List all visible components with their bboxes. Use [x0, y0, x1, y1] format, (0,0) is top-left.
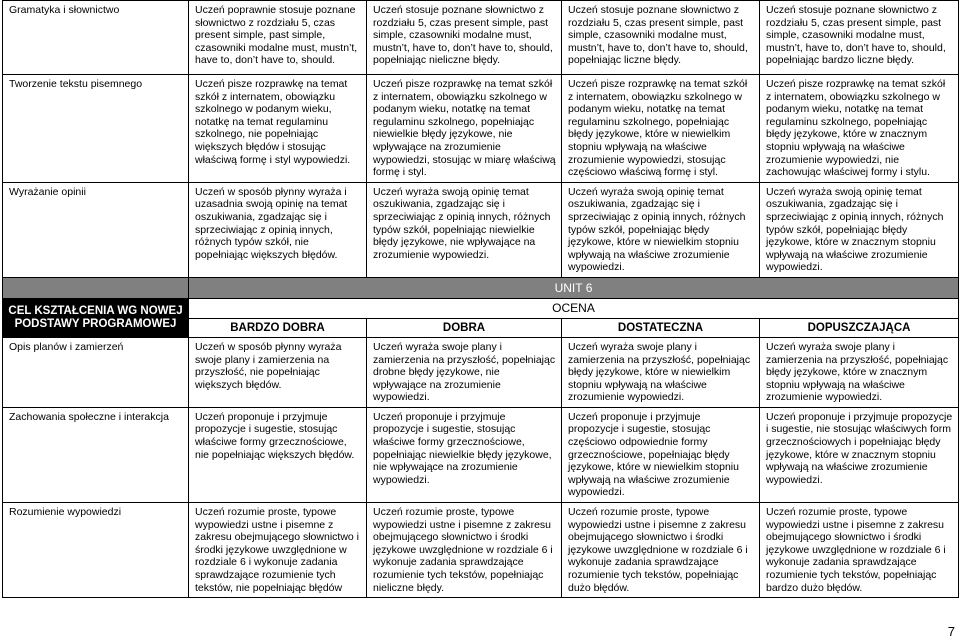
criteria-cell: Uczeń rozumie proste, typowe wypowiedzi ustne i pisemne z zakresu obejmującego słownictwo i środki językowe uwzględnione w rozdziale 6 i wykonuje zadania sprawdzające rozumienie tych tekstów, nie popełniając błędów	[189, 503, 367, 598]
criteria-cell: Uczeń wyraża swoją opinię temat oszukiwania, zgadzając się i sprzeciwiając z opinią innych, różnych typów szkół, popełniając niewielkie błędy językowe, nie wpływające na zrozumienie wypowiedzi.	[367, 182, 562, 277]
table-row	[3, 75, 959, 183]
criteria-cell: Uczeń w sposób płynny wyraża i uzasadnia swoją opinię na temat oszukiwania, zgadzając się i sprzeciwiając z opinią innych, różnych typów szkół, nie popełniając większych błędów.	[189, 182, 367, 277]
grade-header-bardzo-dobra: BARDZO DOBRA	[189, 318, 367, 337]
criteria-cell: Uczeń stosuje poznane słownictwo z rozdziału 5, czas present simple, past simple, czasowniki modalne must, mustn’t, have to, don’t have to, should, popełniając liczne błędy.	[562, 1, 760, 75]
page-number: 7	[947, 624, 955, 639]
criteria-cell: Uczeń rozumie proste, typowe wypowiedzi ustne i pisemne z zakresu obejmującego słownictwo i środki językowe uwzględnione w rozdziale 6 i wykonuje zadania sprawdzające rozumienie tych tekstów, popełniając nieliczne błędy.	[367, 503, 562, 598]
criteria-cell: Uczeń wyraża swoją opinię temat oszukiwania, zgadzając się i sprzeciwiając z opinią innych, różnych typów szkół, popełniając błędy językowe, które w znacznym stopniu wpływają na właściwe zrozumienie wypowiedzi.	[760, 182, 959, 277]
criteria-cell: Uczeń pisze rozprawkę na temat szkół z internatem, obowiązku szkolnego w podanym wieku, notatkę na temat regulaminu szkolnego, nie popełniając większych błędów i stosując właściwą formę i styl wypowiedzi.	[189, 75, 367, 183]
criteria-cell: Uczeń stosuje poznane słownictwo z rozdziału 5, czas present simple, past simple, czasowniki modalne must, mustn’t, have to, don’t have to, should, popełniając nieliczne błędy.	[367, 1, 562, 75]
category-cell: Tworzenie tekstu pisemnego	[3, 75, 189, 183]
criteria-cell: Uczeń wyraża swoje plany i zamierzenia na przyszłość, popełniając błędy językowe, które w znacznym stopniu wpływają na właściwe zrozumienie wypowiedzi.	[760, 337, 959, 407]
criteria-cell: Uczeń wyraża swoją opinię temat oszukiwania, zgadzając się i sprzeciwiając z opinią innych, różnych typów szkół, popełniając błędy językowe, które w niewielkim stopniu wpływają na właściwe zrozumienie wypowiedzi.	[562, 182, 760, 277]
grade-header-dostateczna: DOSTATECZNA	[562, 318, 760, 337]
category-cell: Rozumienie wypowiedzi	[3, 503, 189, 598]
criteria-cell: Uczeń pisze rozprawkę na temat szkół z internatem, obowiązku szkolnego w podanym wieku, notatkę na temat regulaminu szkolnego, popełniając błędy językowe, które w znacznym stopniu wpływają na właściwe zrozumienie wypowiedzi, nie zachowując właściwej formy i stylu.	[760, 75, 959, 183]
goal-label: CEL KSZTAŁCENIA WG NOWEJ PODSTAWY PROGRAMOWEJ	[3, 298, 189, 337]
criteria-cell: Uczeń w sposób płynny wyraża swoje plany i zamierzenia na przyszłość, nie popełniając większych błędów.	[189, 337, 367, 407]
criteria-cell: Uczeń rozumie proste, typowe wypowiedzi ustne i pisemne z zakresu obejmującego słownictwo i środki językowe uwzględnione w rozdziale 6 i wykonuje zadania sprawdzające rozumienie tych tekstów, popełniając bardzo dużo błędów.	[760, 503, 959, 598]
criteria-cell: Uczeń wyraża swoje plany i zamierzenia na przyszłość, popełniając drobne błędy językowe, nie wpływające na zrozumienie wypowiedzi.	[367, 337, 562, 407]
criteria-cell: Uczeń proponuje i przyjmuje propozycje i sugestie, stosując częściowo odpowiednie formy grzecznościowe, popełniając błędy językowe, które w niewielkim stopniu wpływają na właściwe zrozumienie wypowiedzi.	[562, 407, 760, 502]
header-row-1	[3, 298, 959, 318]
grading-table	[2, 0, 959, 598]
criteria-cell: Uczeń proponuje i przyjmuje propozycje i sugestie, stosując właściwe formy grzecznościowe, nie popełniając większych błędów.	[189, 407, 367, 502]
table-row	[3, 337, 959, 407]
table-row	[3, 1, 959, 75]
category-cell: Wyrażanie opinii	[3, 182, 189, 277]
table-row	[3, 182, 959, 277]
category-cell: Opis planów i zamierzeń	[3, 337, 189, 407]
criteria-cell: Uczeń proponuje i przyjmuje propozycje i sugestie, nie stosując właściwych form grzecznościowych i popełniając błędy językowe, które w znacznym stopniu wpływają na właściwe zrozumienie wypowiedzi.	[760, 407, 959, 502]
category-cell: Gramatyka i słownictwo	[3, 1, 189, 75]
criteria-cell: Uczeń stosuje poznane słownictwo z rozdziału 5, czas present simple, past simple, czasowniki modalne must, mustn’t, have to, don’t have to, should, popełniając bardzo liczne błędy.	[760, 1, 959, 75]
unit-header-row	[3, 277, 959, 298]
table-row	[3, 407, 959, 502]
grade-header-dopuszczajaca: DOPUSZCZAJĄCA	[760, 318, 959, 337]
grade-header-dobra: DOBRA	[367, 318, 562, 337]
ocena-label: OCENA	[189, 298, 959, 318]
criteria-cell: Uczeń rozumie proste, typowe wypowiedzi ustne i pisemne z zakresu obejmującego słownictwo i środki językowe uwzględnione w rozdziale 6 i wykonuje zadania sprawdzające rozumienie tych tekstów, popełniając dużo błędów.	[562, 503, 760, 598]
grading-document	[2, 0, 958, 598]
criteria-cell: Uczeń wyraża swoje plany i zamierzenia na przyszłość, popełniając błędy językowe, które w niewielkim stopniu wpływają na właściwe zrozumienie wypowiedzi.	[562, 337, 760, 407]
table-row	[3, 503, 959, 598]
unit-blank-cell	[3, 277, 189, 298]
criteria-cell: Uczeń poprawnie stosuje poznane słownictwo z rozdziału 5, czas present simple, past simple, czasowniki modalne must, mustn’t, have to, don’t have to, should.	[189, 1, 367, 75]
criteria-cell: Uczeń pisze rozprawkę na temat szkół z internatem, obowiązku szkolnego w podanym wieku, notatkę na temat regulaminu szkolnego, popełniając błędy językowe, które w niewielkim stopniu wpływają na właściwe zrozumienie wypowiedzi, stosując częściowo właściwą formę i styl.	[562, 75, 760, 183]
criteria-cell: Uczeń pisze rozprawkę na temat szkół z internatem, obowiązku szkolnego w podanym wieku, notatkę na temat regulaminu szkolnego, popełniając niewielkie błędy językowe, nie wpływające na zrozumienie wypowiedzi, stosując w miarę właściwą formę i styl.	[367, 75, 562, 183]
criteria-cell: Uczeń proponuje i przyjmuje propozycje i sugestie, stosując właściwe formy grzecznościowe, popełniając niewielkie błędy językowe, nie wpływające na zrozumienie wypowiedzi.	[367, 407, 562, 502]
category-cell: Zachowania społeczne i interakcja	[3, 407, 189, 502]
unit-title: UNIT 6	[189, 277, 959, 298]
